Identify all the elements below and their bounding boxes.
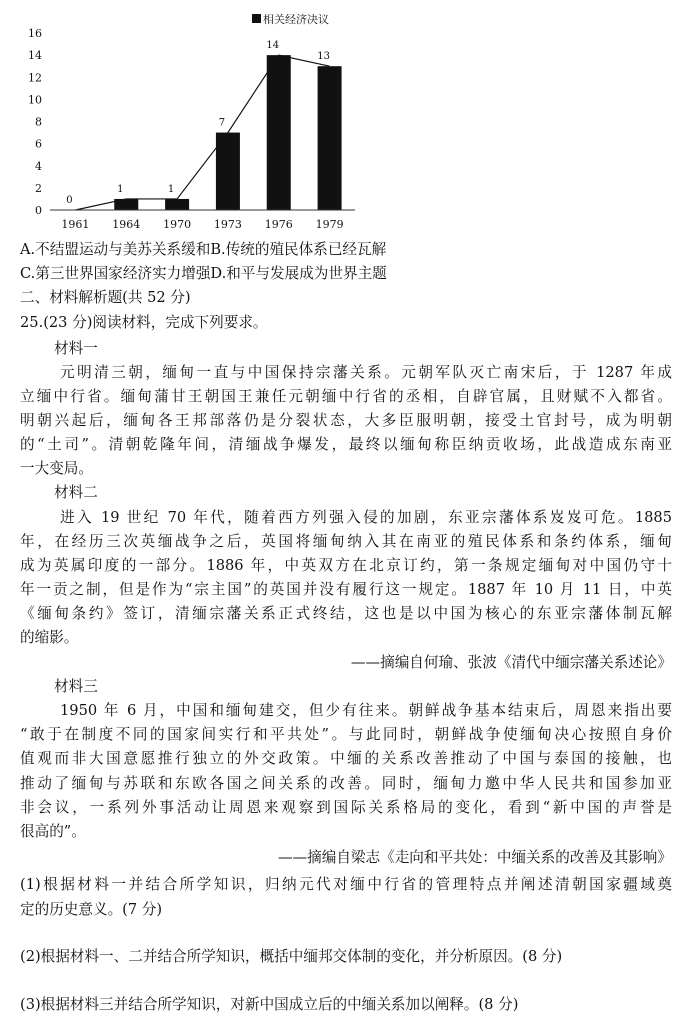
y-tick-label: 14: [28, 49, 42, 63]
data-label: 7: [218, 117, 226, 129]
y-tick-label: 12: [28, 71, 42, 85]
question-header: 25.(23 分)阅读材料，完成下列要求。: [20, 314, 268, 331]
x-axis: [50, 210, 355, 231]
y-tick-label: 0: [35, 204, 42, 217]
material-3-source: ——摘编自梁志《走向和平共处：中缅关系的改善及其影响》: [277, 849, 672, 866]
data-label: 13: [317, 51, 330, 63]
legend-label: 相关经济决议: [263, 13, 329, 26]
material-2-source: ——摘编自何瑜、张波《清代中缅宗藩关系述论》: [350, 654, 672, 671]
x-tick-label: 1973: [213, 218, 242, 231]
material-2-line: 成为英属印度的一部分。1886 年，中英双方在北京订约，第一条规定缅甸对中国仍守十: [20, 557, 672, 574]
y-tick-label: 16: [28, 27, 42, 40]
y-tick-label: 2: [35, 181, 42, 195]
options-row-2: [20, 262, 672, 286]
data-label: 1: [167, 183, 175, 195]
material-3-line: “敢于在制度不同的国家间实行和平共处”。与此同时，朝鲜战争使缅甸决心按照自身价: [20, 726, 672, 743]
material-2-label: 材料二: [54, 484, 98, 501]
bar: [318, 66, 342, 210]
option-b[interactable]: B.传统的殖民体系已经瓦解: [210, 241, 387, 258]
x-tick-label: 1976: [264, 218, 293, 231]
material-2-line: 《缅甸条约》签订，清缅宗藩关系正式终结，这也是以中国为核心的东亚宗藩体制瓦解: [20, 605, 672, 622]
bar-chart: [0, 0, 380, 238]
bar: [165, 199, 189, 210]
sub-question-1-cont: 定的历史意义。(7 分): [20, 901, 163, 918]
material-1-line: 立缅中行省。缅甸蒲甘王朝国王兼任元朝缅中行省的丞相，自辟官属，且财赋不入都省。: [20, 388, 672, 405]
material-2-line: 的缩影。: [20, 629, 79, 646]
material-1-label: 材料一: [54, 340, 98, 357]
bar: [267, 55, 291, 210]
y-tick-label: 10: [28, 93, 42, 107]
sub-question-1: (1)根据材料一并结合所学知识，归纳元代对缅中行省的管理特点并阐述清朝国家疆域奠: [20, 876, 672, 893]
material-1-line: 的“土司”。清朝乾隆年间，清缅战争爆发，最终以缅甸称臣纳贡收场，此战造成东南亚: [20, 436, 672, 453]
material-3-label: 材料三: [54, 678, 98, 695]
material-3-line: 1950 年 6 月，中国和缅甸建交，但少有往来。朝鲜战争基本结束后，周恩来指出要: [60, 702, 672, 719]
option-a[interactable]: A.不结盟运动与美苏关系缓和: [20, 241, 211, 258]
x-tick-label: 1961: [61, 218, 90, 231]
y-tick-label: 4: [35, 159, 42, 173]
data-label: 1: [117, 183, 124, 195]
data-label: 14: [266, 40, 280, 52]
material-3-line: 很高的”。: [20, 823, 86, 840]
material-2-line: 进入 19 世纪 70 年代，随着西方列强入侵的加剧，东亚宗藩体系岌岌可危。1885: [60, 509, 672, 526]
y-tick-label: 8: [35, 115, 42, 129]
options-row-1: [20, 238, 672, 262]
material-2-line: 年，在经历三次英缅战争之后，英国将缅甸纳入其在南亚的殖民体系和条约体系，缅甸: [20, 533, 672, 550]
legend-swatch: [252, 14, 261, 23]
plot-area: [66, 40, 341, 210]
sub-question-3: (3)根据材料三并结合所学知识，对新中国成立后的中缅关系加以阐释。(8 分): [20, 996, 519, 1013]
sub-question-2: (2)根据材料一、二并结合所学知识，概括中缅邦交体制的变化，并分析原因。(8 分): [20, 948, 563, 965]
x-tick-label: 1964: [112, 218, 141, 231]
material-3-line: 值观而非大国意愿推行独立的外交政策。中缅的关系改善推动了中国与泰国的接触，也: [20, 750, 672, 767]
material-3-line: 推动了缅甸与苏联和东欧各国之间关系的改善。同时，缅甸力邀中华人民共和国参加亚: [20, 775, 672, 792]
x-tick-label: 1979: [315, 218, 344, 231]
section-title: 二、材料解析题(共 52 分): [20, 289, 191, 306]
option-c[interactable]: C.第三世界国家经济实力增强: [20, 265, 211, 282]
material-1-line: 元明清三朝，缅甸一直与中国保持宗藩关系。元朝军队灭亡南宋后，于 1287 年成: [60, 364, 672, 381]
y-axis: [28, 27, 42, 217]
series-line: [75, 55, 329, 210]
data-label: 0: [66, 195, 73, 206]
option-d[interactable]: D.和平与发展成为世界主题: [210, 265, 387, 282]
material-1-line: 明朝兴起后，缅甸各王邦部落仍是分裂状态，大多臣服明朝，接受土官封号，成为明朝: [20, 412, 672, 429]
x-tick-label: 1970: [163, 218, 192, 231]
material-2-line: 年一贡之制，但是作为“宗主国”的英国并没有履行这一规定。1887 年 10 月 11 日，中英: [20, 581, 672, 598]
material-1-line: 一大变局。: [20, 460, 93, 477]
y-tick-label: 6: [35, 137, 42, 151]
material-3-line: 非会议，一系列外事活动让周恩来观察到国际关系格局的变化，看到“新中国的声誉是: [20, 799, 672, 816]
